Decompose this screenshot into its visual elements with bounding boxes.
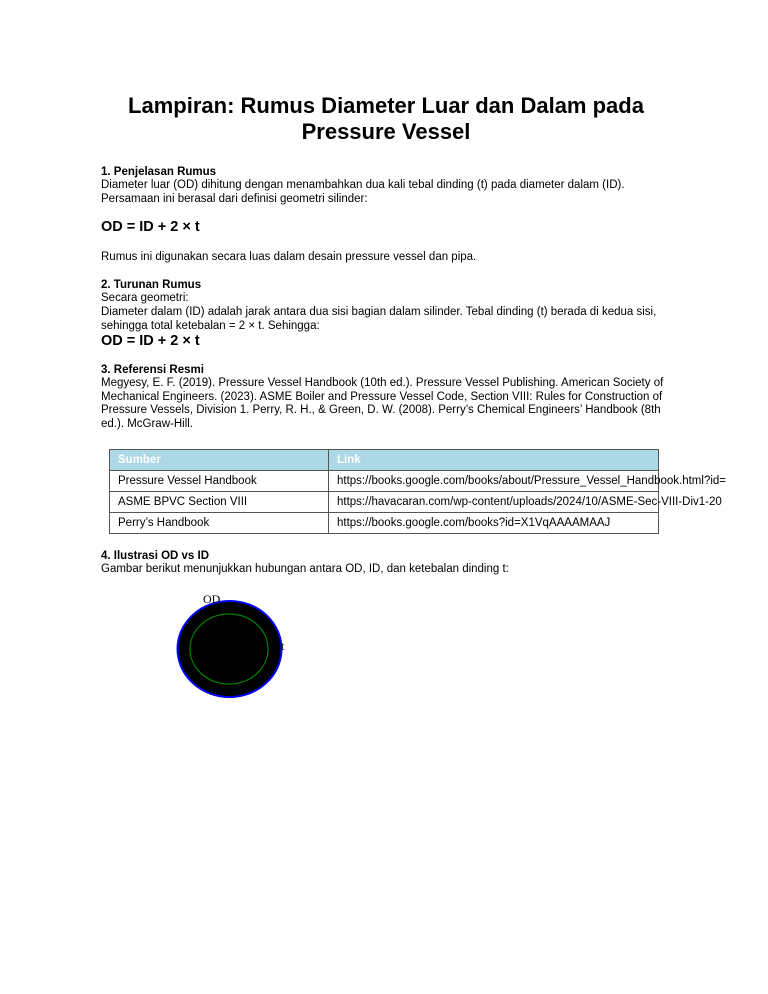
table-row — [110, 513, 659, 534]
section-2-text-2: Diameter dalam (ID) adalah jarak antara dua sisi bagian dalam silinder. Tebal dinding (t) berada di kedua sisi, sehingga total ketebalan = 2 × t. Sehingga: — [101, 306, 657, 332]
link-cell[interactable]: https://books.google.com/books/about/Pressure_Vessel_Handbook.html?id= — [329, 471, 659, 492]
link-cell[interactable]: https://havacaran.com/wp-content/uploads/2024/10/ASME-Sec-VIII-Div1-20 — [329, 492, 659, 513]
table-row — [110, 492, 659, 513]
column-header-sumber: Sumber — [110, 450, 329, 471]
link-cell[interactable]: https://books.google.com/books?id=X1VqAAAAMAAJ — [329, 513, 659, 534]
source-cell: Perry’s Handbook — [110, 513, 329, 534]
section-2-heading: 2. Turunan Rumus — [101, 279, 202, 291]
section-2-formula: OD = ID + 2 × t — [101, 333, 200, 349]
section-4-text: Gambar berikut menunjukkan hubungan antara OD, ID, dan ketebalan dinding t: — [101, 563, 509, 575]
source-cell: ASME BPVC Section VIII — [110, 492, 329, 513]
od-id-diagram — [165, 590, 295, 702]
section-1-note: Rumus ini digunakan secara luas dalam desain pressure vessel dan pipa. — [101, 251, 477, 263]
section-3-heading: 3. Referensi Resmi — [101, 364, 204, 376]
od-label: OD — [203, 592, 221, 606]
section-1-heading: 1. Penjelasan Rumus — [101, 166, 217, 178]
source-cell: Pressure Vessel Handbook — [110, 471, 329, 492]
section-3-references: Megyesy, E. F. (2019). Pressure Vessel Handbook (10th ed.). Pressure Vessel Publishing. American Society of Mechanical Engineers. (2023). ASME Boiler and Pressure Vessel Code, Section VIII: Rules for Construction of Pressure Vessels, Division 1. Perry, R. H., & Green, D. W. (2008). Perry’s Chemical Engineers’ Handbook (8th ed.). McGraw-Hill. — [101, 377, 664, 430]
page-title: Lampiran: Rumus Diameter Luar dan Dalam pada Pressure Vessel — [128, 93, 644, 144]
section-1-text: Diameter luar (OD) dihitung dengan menambahkan dua kali tebal dinding (t) pada diameter dalam (ID). Persamaan ini berasal dari definisi geometri silinder: — [101, 179, 625, 205]
section-2-text-1: Secara geometri: — [101, 292, 189, 304]
t-label: t — [281, 639, 285, 653]
pressure-vessel-cross-section — [165, 590, 295, 702]
table-row — [110, 471, 659, 492]
section-1-formula: OD = ID + 2 × t — [101, 219, 200, 235]
section-4-heading: 4. Ilustrasi OD vs ID — [101, 550, 210, 562]
references-table — [109, 449, 727, 534]
column-header-link: Link — [329, 450, 659, 471]
table-header-row — [110, 450, 659, 471]
outer-diameter-circle — [178, 601, 285, 697]
